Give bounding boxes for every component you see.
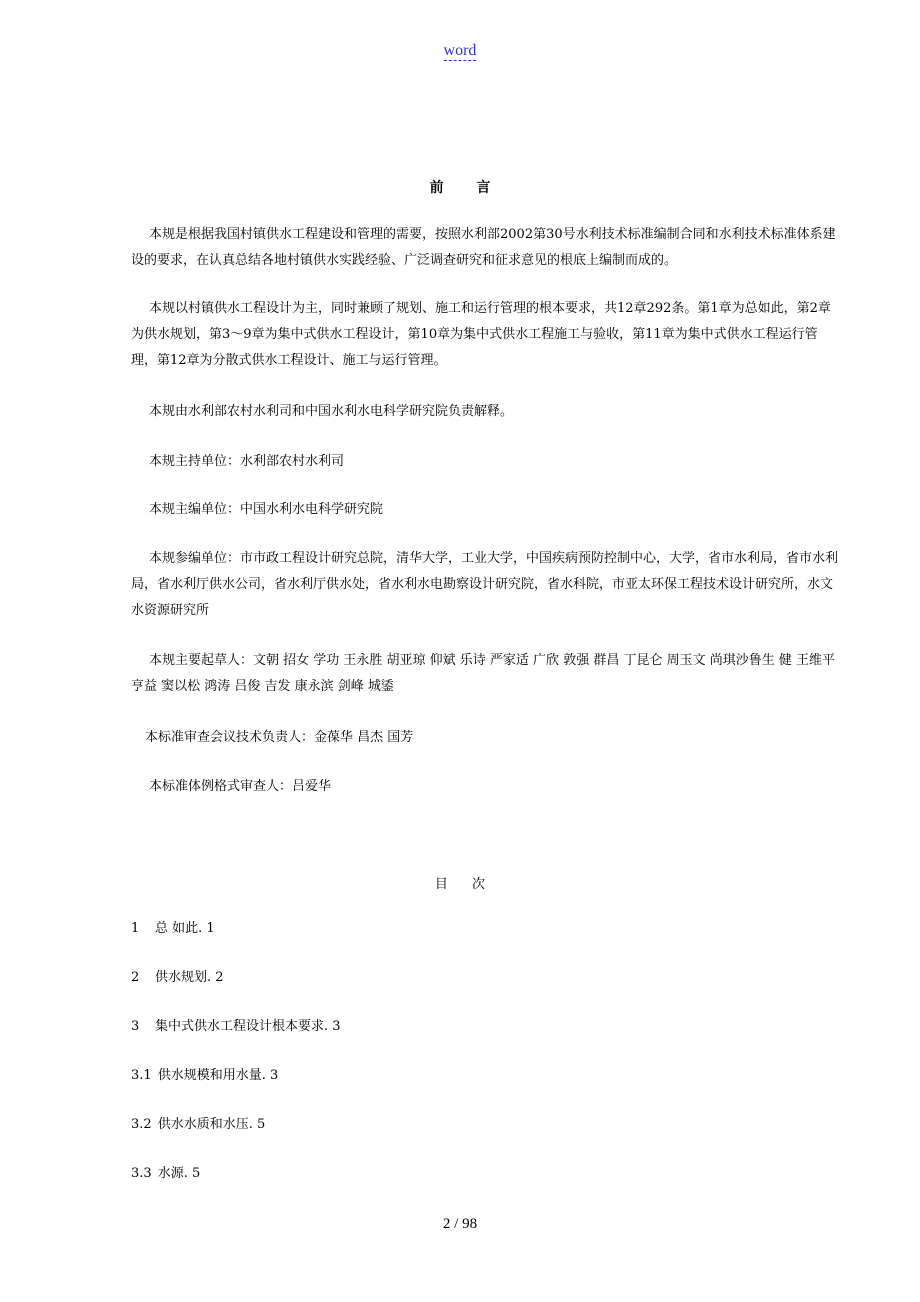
- toc-item-number: 3.2: [131, 1117, 152, 1132]
- toc-item-label: 供水水质和水压. 5: [157, 1117, 266, 1132]
- toc-item-number: 1: [131, 921, 140, 936]
- toc-item[interactable]: [131, 969, 224, 987]
- page-number: 2 / 98: [442, 1216, 478, 1232]
- toc-title: 目 次: [434, 877, 496, 892]
- preface-paragraph: 本规主持单位：水利部农村水利司: [149, 454, 345, 469]
- toc-item[interactable]: [131, 1165, 200, 1183]
- toc-item-number: 3: [131, 1019, 140, 1034]
- preface-paragraph: 本规以村镇供水工程设计为主，同时兼顾了规划、施工和运行管理的根本要求，共12章292条。第1章为总如此，第2章为供水规划，第3～9章为集中式供水工程设计，第10章为集中式供水工程施工与验收，第11章为集中式供水工程运行管理，第12章为分散式供水工程设计、施工与运行管理。: [131, 301, 831, 368]
- header-word-link[interactable]: word: [443, 42, 477, 59]
- toc-item-number: 3.1: [131, 1068, 152, 1083]
- preface-paragraph: 本规主要起草人：文朝 招女 学功 王永胜 胡亚琼 仰斌 乐诗 严家适 广欣 敦强 群昌 丁昆仑 周玉文 尚琪沙鲁生 健 王维平 亨益 窦以松 鸿涛 吕俊 吉发 康永滨 剑峰 城鋈: [131, 653, 835, 694]
- toc-item-label: 水源. 5: [157, 1166, 201, 1181]
- preface-paragraph: 本规主编单位：中国水利水电科学研究院: [149, 502, 384, 517]
- toc-item[interactable]: [131, 1116, 265, 1134]
- toc-item-label: 供水规模和用水量. 3: [157, 1068, 279, 1083]
- toc-item-number: 2: [131, 970, 140, 985]
- preface-title: 前 言: [429, 180, 505, 196]
- toc-item-label: 集中式供水工程设计根本要求. 3: [155, 1019, 341, 1034]
- toc-item[interactable]: [131, 1018, 341, 1036]
- toc-item-number: 3.3: [131, 1166, 152, 1181]
- page-header: [0, 42, 920, 60]
- toc-item-label: 供水规划. 2: [155, 970, 224, 985]
- toc-item[interactable]: [131, 920, 215, 938]
- preface-paragraph: 本标准审查会议技术负责人：金葆华 昌杰 国芳: [145, 730, 414, 745]
- preface-paragraph: 本规参编单位：市市政工程设计研究总院，清华大学，工业大学，中国疾病预防控制中心，大学，省市水利局，省市水利局，省水利厅供水公司，省水利厅供水处，省水利水电勘察设计研究院，省水科院，市亚太环保工程技术设计研究所，水文水资源研究所: [131, 551, 839, 618]
- toc-item-label: 总 如此. 1: [155, 921, 215, 936]
- preface-paragraph: 本规由水利部农村水利司和中国水利水电科学研究院负责解释。: [149, 404, 514, 419]
- toc-item[interactable]: [131, 1067, 278, 1085]
- preface-paragraph: 本规是根据我国村镇供水工程建设和管理的需要，按照水利部2002第30号水利技术标准编制合同和水利技术标准体系建设的要求，在认真总结各地村镇供水实践经验、广泛调查研究和征求意见的根底上编制而成的。: [131, 227, 836, 268]
- preface-paragraph: 本标准体例格式审查人：吕爱华: [149, 779, 332, 794]
